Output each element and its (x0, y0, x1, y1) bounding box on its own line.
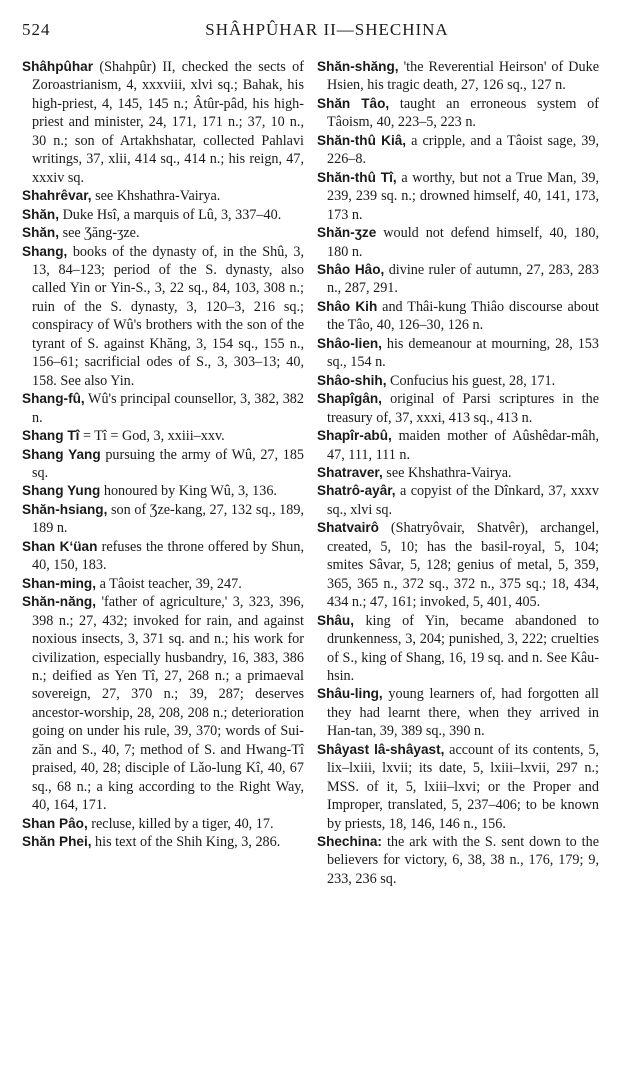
entry-headword: Shâo-shih, (317, 372, 387, 388)
entry-headword: Shăn-năng, (22, 594, 97, 610)
entry-headword: Shăn-ʒze (317, 225, 377, 241)
index-entry (317, 298, 599, 335)
entry-text: (Shatryôvair, Shatvêr), archangel, created, 5, 10; has the basil-royal, 5, 104; smites Sâvar, 5, 128; genius of metal, 5, 359, 365, 365 n., 372 sq., 372 n., 375 sq.; 18, 434, 434 n.; 47, 161; invoked, 5, 401, 405. (327, 520, 599, 611)
index-entry (317, 58, 599, 95)
entry-text: 'father of agriculture,' 3, 323, 396, 398 n.; 27, 432; invoked for rain, and against noxious insects, 3, 371 sq. and n.; his work for civilization, especially husbandry, 16, 383, 386 n.; deified as Yen Tî, 27, 268 n.; a primaeval sovereign, 27, 370 n.; 39, 287; deserves ancestor-worship, 28, 208, 208 n.; deterioration going on under his rule, 39, 370; words of Sui-zăn and S., 40, 7; method of S. and Hwang-Tî praised, 40, 28; disciple of Lǎo-lung Kî, 40, 67 sq., 68 n.; a king according to the Right Way, 40, 164, 171. (32, 594, 304, 814)
entry-text: a Tâoist teacher, 39, 247. (96, 575, 242, 592)
entry-text: (Shahpûr) II, checked the sects of Zoroastrianism, 4, xxxviii, xlvi sq.; Bahak, his high-priest, 4, 145, 145 n.; Âtûr-pâd, his high-priest and minister, 24, 171, 171 n.; 37, 10 n., 30 n.; son of Artakhshatar, collected Pahlavi writings, 37, xlii, 414 sq., 414 n.; his reign, 47, xxxiv sq. (32, 59, 304, 186)
index-entry (22, 575, 304, 593)
entry-text: taught an erroneous system of Tâoism, 40, 223–5, 223 n. (327, 95, 599, 131)
entry-text: Wû's principal counsellor, 3, 382, 382 n. (32, 391, 304, 426)
index-entry (22, 390, 304, 427)
index-entry (317, 685, 599, 740)
entry-headword: Shechina: (317, 834, 382, 850)
entry-headword: Shâhpûhar (22, 59, 93, 74)
index-entry (317, 95, 599, 132)
index-entry (22, 833, 304, 851)
index-entry (22, 187, 304, 205)
index-entry (22, 224, 304, 242)
entry-text: see Khshathra-Vairya. (382, 464, 512, 481)
entry-text: and Thâi-kung Thiâo discourse about the Tâo, 40, 126–30, 126 n. (327, 298, 599, 334)
entry-text: son of Ʒze-kang, 27, 132 sq., 189, 189 n. (32, 501, 304, 537)
index-entry (22, 446, 304, 483)
entry-headword: Shăn-shăng, (317, 59, 399, 74)
entry-headword: Shan Pâo, (22, 815, 88, 831)
entry-headword: Shan Kʻüan (22, 538, 98, 554)
entry-headword: Shăn, (22, 225, 60, 241)
entry-text: a worthy, but not a True Man, 39, 239, 239 sq. n.; drowned himself, 40, 141, 173, 173 n. (327, 169, 600, 223)
index-entry (22, 58, 304, 187)
entry-headword: Shapîgân, (317, 391, 382, 407)
entry-headword: Shang, (22, 243, 68, 259)
entry-headword: Shan-ming, (22, 575, 97, 591)
right-column (317, 58, 599, 888)
entry-headword: Shâo-lien, (317, 335, 382, 351)
entry-text: his demeanour at mourning, 28, 153 sq., 154 n. (327, 335, 599, 371)
index-entry (317, 132, 599, 169)
entry-text: see Ʒăng-ʒze. (59, 225, 140, 242)
entry-headword: Shahrêvar, (22, 188, 92, 204)
index-entry (317, 519, 599, 611)
entry-text: refuses the throne offered by Shun, 40, 150, 183. (32, 538, 304, 574)
index-entry (317, 169, 599, 224)
entry-text: account of its contents, 5, lix–lxiii, lxvii; its date, 5, lxiii–lxvii, 297 n.; MSS. of it, 5, lxiii–lxvi; or the Proper and Improper, translated, 5, 237–406; to be known by priests, 18, 146, 146 n., 156. (327, 741, 600, 832)
entry-text: recluse, killed by a tiger, 40, 17. (87, 815, 274, 832)
entry-headword: Shâu, (317, 612, 355, 628)
entry-headword: Shapîr-abû, (317, 428, 392, 444)
index-entry (317, 335, 599, 372)
entry-text: Confucius his guest, 28, 171. (386, 372, 556, 389)
index-entry (317, 741, 599, 833)
entry-text: 'the Reverential Heirson' of Duke Hsien, his tragic death, 27, 126 sq., 127 n. (327, 59, 599, 94)
entry-headword: Shăn, (22, 206, 60, 222)
entry-headword: Shăn Tâo, (317, 95, 390, 111)
entry-text: pursuing the army of Wû, 27, 185 sq. (32, 446, 305, 481)
index-entry (317, 482, 599, 519)
entry-text: would not defend himself, 40, 180, 180 n. (327, 225, 599, 260)
index-entry (317, 372, 599, 390)
entry-headword: Shăn-hsiang, (22, 501, 108, 517)
index-entry (317, 224, 599, 261)
entry-headword: Shang Yang (22, 446, 101, 462)
index-entry (22, 482, 304, 500)
index-entry (22, 593, 304, 814)
index-entry (317, 464, 599, 482)
entry-headword: Shâu-ling, (317, 686, 383, 702)
entry-text: king of Yin, became abandoned to drunkenness, 3, 204; punished, 3, 222; cruelties of S., king of Shang, 16, 19 sq. and n. See Kâu-hsin. (327, 612, 599, 684)
entry-headword: Shang Yung (22, 483, 101, 499)
entry-text: his text of the Shih King, 3, 286. (91, 834, 281, 851)
running-head: SHÂHPÛHAR II—SHECHINA (205, 20, 449, 39)
entry-text: a cripple, and a Tâoist sage, 39, 226–8. (327, 132, 599, 168)
entry-text: young learners of, had forgotten all they had learnt there, when they arrived in Han-tan, 39, 389 sq., 390 n. (327, 686, 599, 740)
entry-text: Duke Hsî, a marquis of Lû, 3, 337–40. (59, 206, 282, 223)
entry-text: original of Parsi scriptures in the treasury of, 37, xxxi, 413 sq., 413 n. (327, 391, 599, 426)
entry-text: maiden mother of Aûshêdar-mâh, 47, 111, 111 n. (327, 428, 599, 463)
index-entry (317, 261, 599, 298)
entry-text: = Tî = God, 3, xxiii–xxv. (79, 428, 225, 445)
entry-text: the ark with the S. sent down to the believers for victory, 6, 38, 38 n., 176, 179; 9, 233, 236 sq. (327, 834, 599, 887)
index-entry (22, 206, 304, 224)
entry-text: a copyist of the Dînkard, 37, xxxv sq., xlvi sq. (327, 483, 599, 518)
page-number: 524 (22, 20, 51, 39)
entry-headword: Shăn-thû Kiâ, (317, 132, 407, 148)
entry-headword: Shatraver, (317, 464, 383, 480)
index-entry (317, 833, 599, 888)
index-entry (22, 815, 304, 833)
index-entry (22, 427, 304, 445)
left-column (22, 58, 304, 851)
index-entry (22, 501, 304, 538)
entry-headword: Shang-fû, (22, 391, 85, 407)
entry-text: see Khshathra-Vairya. (91, 188, 221, 205)
page-header (22, 20, 602, 44)
index-entry (22, 243, 304, 391)
entry-text: divine ruler of autumn, 27, 283, 283 n., 287, 291. (327, 261, 600, 297)
entry-headword: Shâyast lâ-shâyast, (317, 741, 445, 757)
index-entry (317, 427, 599, 464)
index-entry (22, 538, 304, 575)
entry-text: books of the dynasty of, in the Shû, 3, 13, 84–123; period of the S. dynasty, also called Yin or Yin-S., 3, 22 sq., 84, 103, 308 n.; ruin of the S. dynasty, 3, 120–3, 216 sq.; conspiracy of Wû's brothers with the son of the tyrant of S. against Khăng, 3, 154 sq., 155 n., 156–61; sacrificial odes of S., 3, 303–13; 40, 158. See also Yin. (32, 243, 304, 389)
index-entry (317, 612, 599, 686)
entry-headword: Shâo Kih (317, 298, 378, 314)
entry-headword: Shatvairô (317, 520, 379, 536)
entry-headword: Shăn Phei, (22, 834, 92, 850)
entry-headword: Shang Tî (22, 428, 80, 444)
index-entry (317, 390, 599, 427)
entry-headword: Shăn-thû Tî, (317, 169, 397, 185)
entry-headword: Shatrô-ayâr, (317, 483, 396, 499)
entry-headword: Shâo Hâo, (317, 261, 385, 277)
entry-text: honoured by King Wû, 3, 136. (100, 483, 277, 500)
